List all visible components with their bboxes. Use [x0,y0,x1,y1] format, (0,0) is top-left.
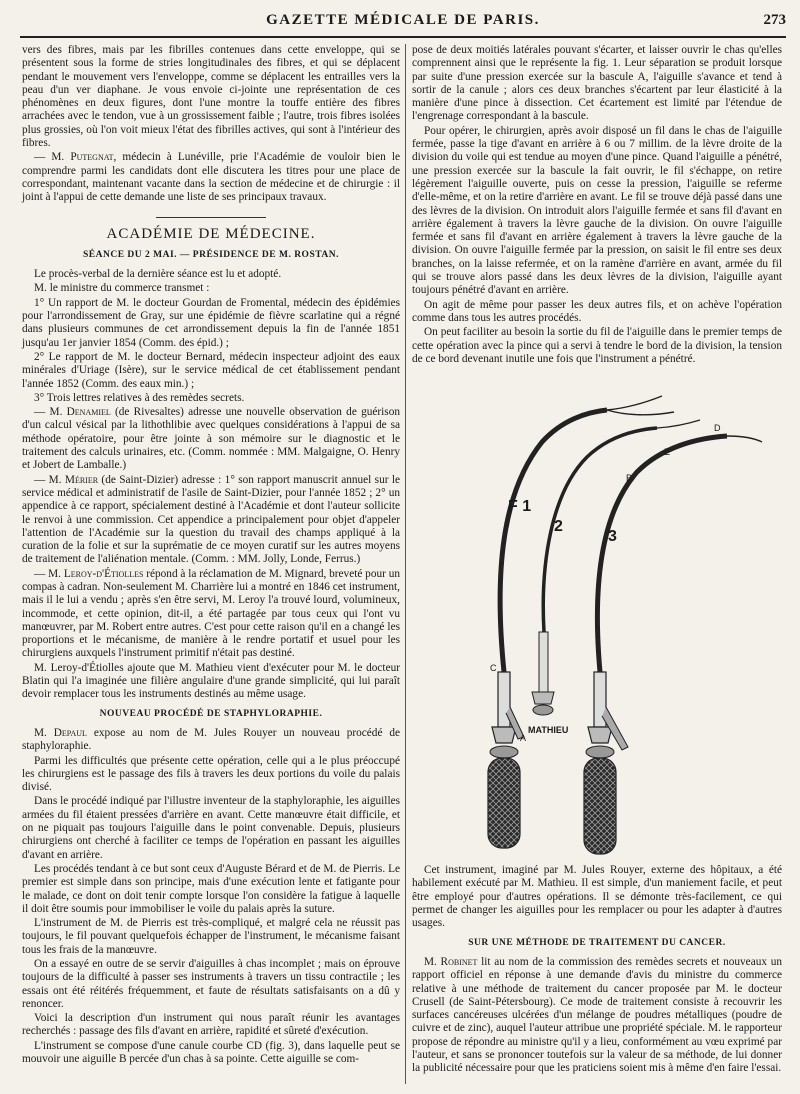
paragraph: Le procès-verbal de la dernière séance est lu et adopté. [34,268,282,281]
paragraph-text: (de Rivesaltes) adresse une nouvelle observation de guérison d'un calcul vésical par la lithothlibie avec quelques considérations à l'appui de sa méthode opératoire, pour être jointe à son mémoire sur le diagnostic et le traitement des calculs urinaires, etc. (Comm. nommée : MM. Malgaigne, O. Henry et Jobert de Lamballe.) [22,406,400,472]
letter-e: E [664,447,671,458]
letter-a: A [520,733,527,744]
paragraph-text: lit au nom de la commission des remèdes secrets et nouveaux un rapport officiel en réponse à une demande d'avis du ministre du commerce relative à une méthode de traitement du cancer proposée par M. le docteur Crusell (de Saint-Pétersbourg). Ce mode de traitement consiste à recouvrir les surfaces cancéreuses ulcérées d'un mélange de poudres métalliques (poudre de cuivre et de zinc), auquel l'auteur attribue une propriété spéciale. M. le rapporteur propose de répondre au ministre qu'il y a lieu, conformément au vœu exprimé par l'auteur, et sans se prononcer toutefois sur la valeur de sa méthode, de lui donner la publicité nécessaire pour que les praticiens soient mis à même d'en faire l'essai. [412,955,782,1075]
person-name: — M. Leroy-d'Étiolles [34,567,144,580]
paragraph-text: (de Saint-Dizier) adresse : 1° son rapport manuscrit annuel sur le service médical et administratif de l'asile de Saint-Dizier, pour l'année 1852 ; 2° un appendice à ce rapport, spécialement destiné à l'Académie et dont l'auteur sollicite le renvoi à une commission. Cet appendice a principalement pour objet d'appeler l'attention de l'Académie sur la question du travail des champs appliqué à la curation de la folie et sur la suprématie de ce moyen curatif sur les autres moyens de traitement de l'aliénation mentale. (Comm. : MM. Jolly, Londe, Ferrus.) [22,473,400,566]
paragraph [412,956,782,1076]
person-name: — M. Denamiel [34,406,111,419]
section-divider [156,217,266,218]
person-name: M. Depaul [34,726,87,739]
paragraph [22,151,400,204]
letter-b: B [626,473,633,484]
session-heading: SÉANCE DU 2 MAI. — PRÉSIDENCE DE M. ROSTAN. [83,249,339,260]
paragraph: Cet instrument, imaginé par M. Jules Rouyer, externe des hôpitaux, a été habilement exécuté par M. Mathieu. Il est simple, d'un maniement facile, et peut être employé pour d'autres opérations. Il se démonte très-facilement, ce qui permet de changer les aiguilles pour les remplacer ou pour les adapter à d'autres usages. [412,864,782,930]
section-title: ACADÉMIE DE MÉDECINE. [106,225,316,242]
instrument-fig-2 [532,420,700,715]
paragraph [22,406,400,472]
paragraph: L'instrument se compose d'une canule courbe CD (fig. 3), dans laquelle peut se mouvoir une aiguille B percée d'un chas à sa pointe. Cette aiguille se com- [22,1039,400,1066]
paragraph [22,568,400,661]
paragraph: Parmi les difficultés que présente cette opération, celle qui a le plus préoccupé les chirurgiens est le passage des fils à travers les deux portions du voile du palais divisé. [22,754,400,794]
person-name: — M. Mérier [34,473,99,486]
page-number: 273 [763,12,786,28]
right-column [412,44,782,1077]
paragraph [22,474,400,567]
paragraph: M. le ministre du commerce transmet : [34,282,210,295]
paragraph: M. Leroy-d'Étiolles ajoute que M. Mathieu vient d'exécuter pour M. le docteur Blatin qui l'a imaginée une filière angulaire d'une grande simplicité, qui lui paraît devoir remplacer tous les instruments destinés au même usage. [22,661,400,701]
paragraph [22,727,400,754]
paragraph-text: répond à la réclamation de M. Mignard, breveté pour un compas à cadran. Non-seulement M. Charrière lui a montré en 1846 cet instrument, mais il le lui a vendu ; après s'en être servi, M. Leroy l'a trouvé lourd, volumineux, incommode, et cette opinion, dit-il, a été partagée par tous ceux qui l'ont vu manœuvrer, par M. Robert entre autres. C'est pour cette raison qu'il en a changé les proportions et le mécanisme, de manière à le rendre portatif et usuel pour les chirurgiens auxquels l'instrument primitif n'était pas destiné. [22,567,401,660]
paragraph: On a essayé en outre de se servir d'aiguilles à chas incomplet ; mais on éprouve toujours de la difficulté à passer ses instruments à travers un tissu contractile ; les essais ont été réitérés fréquemment, et faute de résultats satisfaisants on a dû y renoncer. [22,958,400,1010]
paragraph: 1° Un rapport de M. le docteur Gourdan de Fromental, médecin des épidémies pour l'arrondissement de Gray, sur une épidémie de fièvre scarlatine qui a régné dans plusieurs communes de cet arrondissement depuis la fin de l'année 1851 jusqu'au 1er janvier 1854 (Comm. des épid.) ; [22,296,400,349]
paragraph: Dans le procédé indiqué par l'illustre inventeur de la staphyloraphie, les aiguilles armées du fil étaient pressées d'arrière en avant. Cette manœuvre était difficile, et on ne piquait pas toujours l'aiguille dans le point convenable. Depuis, plusieurs chirurgiens ont cherché à faciliter ce temps de l'opération en passant les aiguilles d'avant en arrière. [22,795,400,861]
paragraph: Voici la description d'un instrument qui nous paraît réunir les avantages recherchés : passage des fils d'avant en arrière, rapidité et sûreté d'exécution. [22,1012,400,1038]
paragraph: vers des fibres, mais par les fibrilles contenues dans cette enveloppe, qui se présentent sous la forme de stries longitudinales des fibres, et qui se déplacent pendant le mouvement vers l'enveloppe, comme se déplacent les entrailles vers la peau d'un ver diaphane. Je vous envoie ci-jointe une représentation de ces phénomènes en deux figures, dont l'une montre la touffe entière des fibres arrachées avec le tendon, vue à un grossissement faible ; l'autre, trois fibres isolées plus grossies, où l'on voit mieux l'état des fibrilles actives, qui sont à l'intérieur des fibres. [22,44,400,150]
paragraph: L'instrument de M. de Pierris est très-compliqué, et malgré cela ne réussit pas toujours, le fil pouvant quelquefois échapper de l'instrument, le mécanisme faisant tous les frais de la manœuvre. [22,917,400,956]
paragraph: Les procédés tendant à ce but sont ceux d'Auguste Bérard et de M. de Pierris. Le premier est simple dans son principe, mais d'une exécution lente et fatigante pour le malade, ce dont on doit tenir compte lorsque l'on considère la fatigue à laquelle il doit être soumis pour immobiliser le voile du palais après la suture. [22,862,400,915]
left-column [22,44,400,1067]
paragraph: pose de deux moitiés latérales pouvant s'écarter, et laisser ouvrir le chas qu'elles comprennent ainsi que le représente la fig. 1. Leur séparation se produit lorsque par suite d'une pression exercée sur la bascule A, l'aiguille s'avance et tend à sortir de la canule ; alors ces deux branches s'écartent par leur élasticité à la manière d'une pince à dissection. Cet écartement est limité par l'étendue de l'engrenage correspondant à la bascule. [412,44,782,123]
letter-c: C [490,663,497,674]
staphyloraphy-instrument-illustration [412,372,782,860]
paragraph: 3° Trois lettres relatives à des remèdes secrets. [34,391,245,404]
instrument-fig-3 [584,436,762,854]
paragraph: 2° Le rapport de M. le docteur Bernard, médecin inspecteur adjoint des eaux minérales d'Uriage (Isère), sur le service médical de cet établissement pendant l'année 1852 (Comm. des eaux min.) ; [22,350,400,390]
instrument-figure [412,372,782,860]
figure-label-1: F 1 [508,498,532,516]
journal-title: GAZETTE MÉDICALE DE PARIS. [266,12,540,28]
maker-stamp: MATHIEU [528,725,569,736]
person-name: — M. Putegnat, [34,151,117,164]
page-header [20,10,786,38]
figure-label-3: 3 [608,528,617,546]
subsection-heading: NOUVEAU PROCÉDÉ DE STAPHYLORAPHIE. [99,708,323,719]
paragraph: On agit de même pour passer les deux autres fils, et on achève l'opération comme dans tous les autres procédés. [412,298,782,324]
letter-d: D [714,423,721,434]
paragraph: Pour opérer, le chirurgien, après avoir disposé un fil dans le chas de l'aiguille fermée, passe la tige d'avant en arrière à 6 ou 7 millim. de la lèvre droite de la division du voile qui est tendue au moyen d'une pince. Quand l'aiguille a pénétré, une pression exercée sur la bascule la fait ouvrir, le fil s'échappe, on retire légèrement l'aiguille ouverte, puis on cesse la pression, l'aiguille se referme d'elle-même, et on la retire d'arrière en avant. Le fil se trouve déjà passé dans une des lèvres de la division. On introduit alors l'aiguille fermée et sans fil d'avant en arrière également à travers la lèvre gauche de la division. On ouvre l'aiguille fermée et sans fil d'avant en arrière également à travers la lèvre gauche de la division. On ouvre l'aiguille fermée par la pression, on saisit le fil entre ses deux branches, on la laisse refermée, et on la ramène d'arrière en avant, armée du fil qui se trouve alors passé dans les deux lèvres de la division, l'aiguille ayant toujours pénétré d'avant en arrière. [412,124,782,297]
paragraph: On peut faciliter au besoin la sortie du fil de l'aiguille dans le premier temps de cette opération avec la pince qui a servi à tendre le bord de la division, la tension de ce bord devenant inutile une fois que l'instrument a pénétré. [412,326,782,365]
person-name: M. Robinet [424,955,478,968]
subsection-heading: SUR UNE MÉTHODE DE TRAITEMENT DU CANCER. [468,937,726,948]
figure-label-2: 2 [554,518,563,536]
column-divider [405,44,406,1084]
paragraph-text: médecin à Lunéville, prie l'Académie de vouloir bien le comprendre parmi les candidats dont elle discutera les titres pour une place de correspondant, maintenant vacante dans la section de médecine et de chirurgie : il joint à l'appui de cette demande une liste de ses principaux travaux. [22,151,400,204]
paragraph-text: expose au nom de M. Jules Rouyer un nouveau procédé de staphyloraphie. [22,726,400,753]
